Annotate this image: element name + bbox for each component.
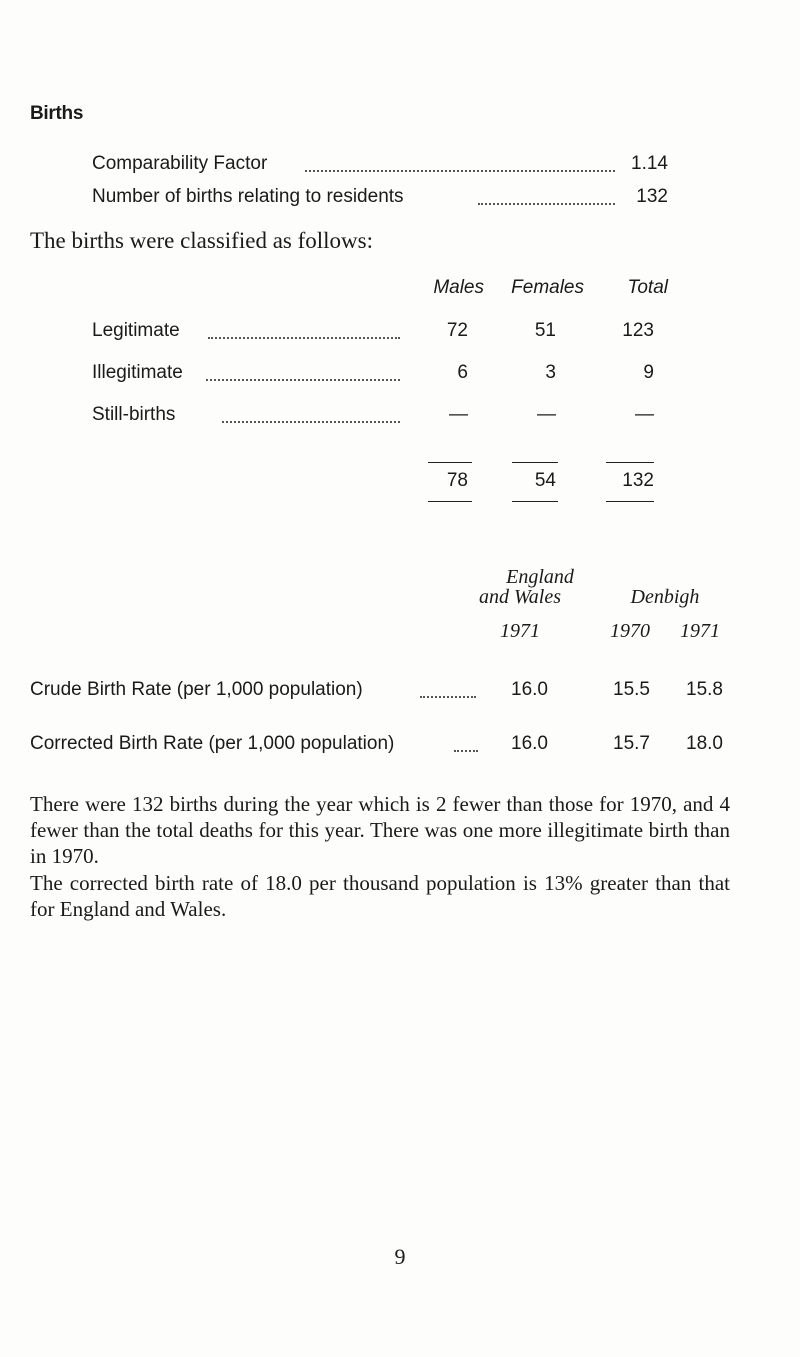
row-label-crude-birth-rate: Crude Birth Rate (per 1,000 population)	[30, 679, 363, 700]
col-header-england-wales-line1: England	[506, 566, 574, 588]
total-males: 78	[446, 470, 468, 491]
crude-rate-denbigh-1970: 15.5	[613, 679, 650, 700]
total-rule-top	[606, 462, 654, 463]
row-label-illegitimate: Illegitimate	[92, 362, 183, 383]
col-year-denbigh-1970: 1970	[610, 620, 650, 642]
total-rule-top	[512, 462, 558, 463]
col-header-females: Females	[511, 277, 584, 298]
cell-legitimate-males: 72	[446, 320, 468, 341]
paragraph-corrected-rate: The corrected birth rate of 18.0 per thousand population is 13% greater than that for England and Wales.	[30, 871, 730, 921]
cell-stillbirths-males: —	[449, 404, 468, 425]
leader-dots	[222, 421, 400, 423]
births-to-residents-label: Number of births relating to residents	[92, 186, 404, 207]
row-label-corrected-birth-rate: Corrected Birth Rate (per 1,000 population)	[30, 733, 395, 754]
col-year-ew-1971: 1971	[500, 620, 540, 642]
corrected-rate-ew-1971: 16.0	[511, 733, 548, 754]
col-header-denbigh: Denbigh	[630, 586, 700, 608]
total-rule-bottom	[606, 501, 654, 502]
total-rule-bottom	[428, 501, 472, 502]
cell-legitimate-total: 123	[622, 320, 654, 341]
row-label-still-births: Still-births	[92, 404, 176, 425]
crude-rate-denbigh-1971: 15.8	[686, 679, 723, 700]
corrected-rate-denbigh-1971: 18.0	[686, 733, 723, 754]
cell-legitimate-females: 51	[534, 320, 556, 341]
row-label-legitimate: Legitimate	[92, 320, 180, 341]
total-rule-top	[428, 462, 472, 463]
comparability-factor-label: Comparability Factor	[92, 153, 268, 174]
leader-dots	[478, 203, 615, 205]
col-year-denbigh-1971: 1971	[680, 620, 720, 642]
total-total: 132	[622, 470, 654, 491]
total-rule-bottom	[512, 501, 558, 502]
cell-stillbirths-females: —	[537, 404, 556, 425]
classification-intro: The births were classified as follows:	[30, 228, 373, 253]
comparability-factor-value: 1.14	[631, 153, 668, 174]
total-females: 54	[534, 470, 556, 491]
leader-dots	[454, 750, 478, 752]
leader-dots	[420, 696, 476, 698]
col-header-total: Total	[627, 277, 668, 298]
cell-stillbirths-total: —	[635, 404, 654, 425]
leader-dots	[206, 379, 400, 381]
page-heading: Births	[30, 103, 84, 124]
cell-illegitimate-males: 6	[457, 362, 468, 383]
col-header-england-wales-line2: and Wales	[478, 586, 562, 608]
paragraph-births-summary: There were 132 births during the year which is 2 fewer than those for 1970, and 4 fewer than the total deaths for this year. There was one more illegitimate birth than in 1970.	[30, 792, 730, 868]
col-header-males: Males	[433, 277, 484, 298]
cell-illegitimate-total: 9	[643, 362, 654, 383]
leader-dots	[305, 170, 615, 172]
corrected-rate-denbigh-1970: 15.7	[613, 733, 650, 754]
births-to-residents-value: 132	[636, 186, 668, 207]
crude-rate-ew-1971: 16.0	[511, 679, 548, 700]
leader-dots	[208, 337, 400, 339]
cell-illegitimate-females: 3	[545, 362, 556, 383]
page-number: 9	[394, 1244, 406, 1269]
